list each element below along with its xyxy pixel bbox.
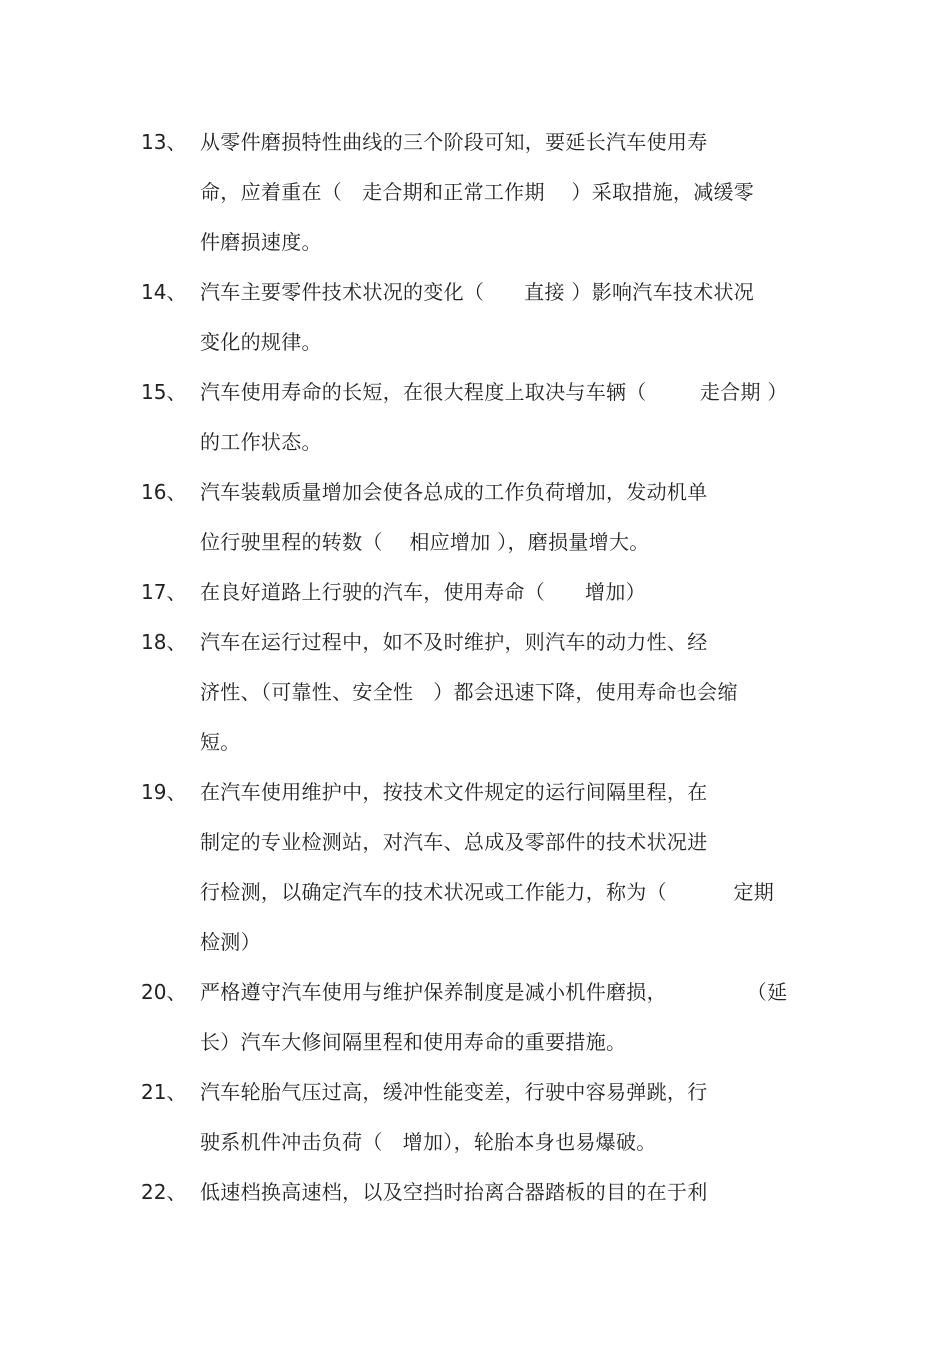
question-number: 22、 bbox=[141, 1180, 187, 1204]
question-number: 16、 bbox=[141, 480, 187, 504]
question-text-line: 行检测，以确定汽车的技术状况或工作能力，称为（ 定期 bbox=[200, 880, 775, 904]
question-text-line: 检测） bbox=[200, 930, 261, 954]
question-number: 15、 bbox=[141, 380, 187, 404]
question-number: 14、 bbox=[141, 280, 187, 304]
question-text-line: 的工作状态。 bbox=[200, 430, 322, 454]
question-number: 21、 bbox=[141, 1080, 187, 1104]
question-text-line: 变化的规律。 bbox=[200, 330, 322, 354]
question-text-line: 济性、（可靠性、安全性 ）都会迅速下降，使用寿命也会缩 bbox=[200, 680, 738, 704]
question-number: 20、 bbox=[141, 980, 187, 1004]
question-text-line: 长）汽车大修间隔里程和使用寿命的重要措施。 bbox=[200, 1030, 627, 1054]
question-text-line: 低速档换高速档，以及空挡时抬离合器踏板的目的在于利 bbox=[200, 1180, 708, 1204]
question-text-line: 在良好道路上行驶的汽车，使用寿命（ 增加） bbox=[200, 580, 646, 604]
question-text-line: 严格遵守汽车使用与维护保养制度是减小机件磨损， （延 bbox=[200, 980, 788, 1004]
question-number: 17、 bbox=[141, 580, 187, 604]
question-text-line: 汽车装载质量增加会使各总成的工作负荷增加，发动机单 bbox=[200, 480, 708, 504]
question-text-line: 驶系机件冲击负荷（ 增加），轮胎本身也易爆破。 bbox=[200, 1130, 657, 1154]
question-text-line: 从零件磨损特性曲线的三个阶段可知，要延长汽车使用寿 bbox=[200, 130, 708, 154]
question-text-line: 件磨损速度。 bbox=[200, 230, 322, 254]
question-text-line: 汽车使用寿命的长短，在很大程度上取决与车辆（ 走合期 ） bbox=[200, 380, 788, 404]
question-text-line: 在汽车使用维护中，按技术文件规定的运行间隔里程，在 bbox=[200, 780, 708, 804]
question-text-line: 制定的专业检测站，对汽车、总成及零部件的技术状况进 bbox=[200, 830, 708, 854]
question-number: 13、 bbox=[141, 130, 187, 154]
question-number: 18、 bbox=[141, 630, 187, 654]
question-number: 19、 bbox=[141, 780, 187, 804]
question-text-line: 汽车轮胎气压过高，缓冲性能变差，行驶中容易弹跳，行 bbox=[200, 1080, 708, 1104]
question-text-line: 短。 bbox=[200, 730, 241, 754]
question-text-line: 位行驶里程的转数（ 相应增加 ），磨损量增大。 bbox=[200, 530, 650, 554]
question-text-line: 汽车在运行过程中，如不及时维护，则汽车的动力性、经 bbox=[200, 630, 708, 654]
question-text-line: 命，应着重在（ 走合期和正常工作期 ）采取措施，减缓零 bbox=[200, 180, 755, 204]
question-text-line: 汽车主要零件技术状况的变化（ 直接 ）影响汽车技术状况 bbox=[200, 280, 755, 304]
